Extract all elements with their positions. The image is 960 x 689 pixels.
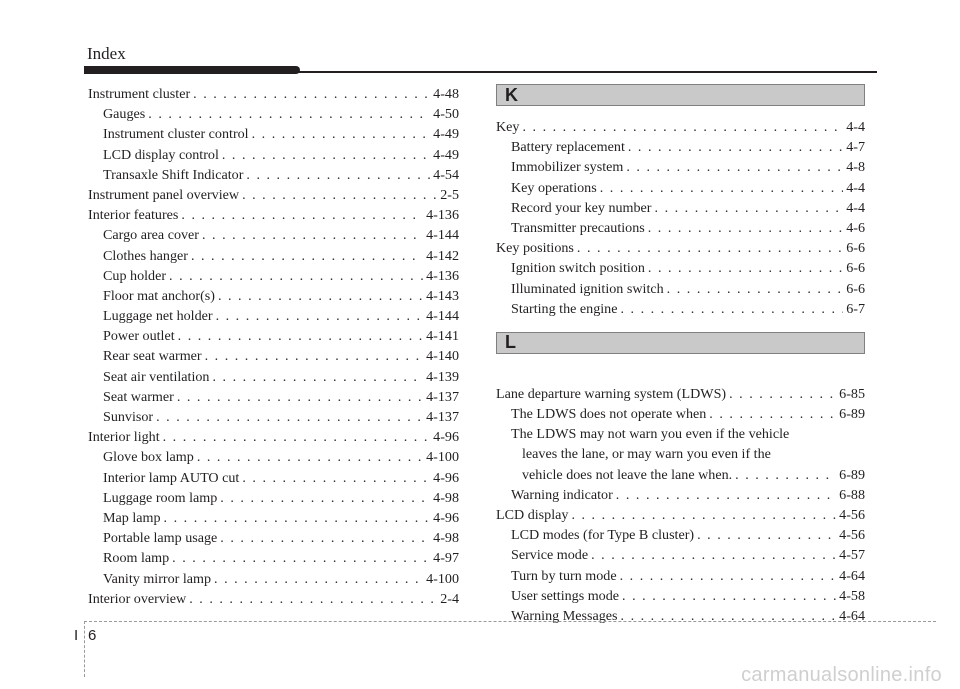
index-entry	[88, 367, 459, 387]
index-entry-text: Interior features	[88, 207, 179, 224]
index-entry-page: 4-137	[426, 388, 459, 405]
section-l-letter: L	[505, 332, 516, 353]
dot-leader	[218, 286, 423, 306]
index-entry-text: Interior light	[88, 429, 160, 446]
dot-leader	[216, 306, 424, 326]
index-entry	[88, 306, 459, 326]
dot-leader	[622, 586, 836, 606]
index-entry-text: User settings mode	[511, 587, 620, 604]
index-entry-text: LCD modes (for Type B cluster)	[511, 527, 695, 544]
index-entry-page: 6-89	[839, 466, 865, 483]
dot-leader	[620, 299, 843, 319]
index-entry	[496, 404, 865, 424]
index-entry-page: 4-96	[433, 469, 459, 486]
dot-leader	[178, 326, 423, 346]
index-entry-page: 4-141	[426, 328, 459, 345]
dot-leader	[172, 548, 430, 568]
page-number-value: 6	[88, 627, 97, 644]
index-entry	[496, 258, 865, 278]
dot-leader	[648, 218, 843, 238]
index-entry	[496, 384, 865, 404]
index-entry-text: Battery replacement	[511, 139, 625, 156]
index-entry-text: Gauges	[103, 106, 146, 123]
index-entry-page: 4-97	[433, 550, 459, 567]
index-entry-page: 4-96	[433, 509, 459, 526]
index-entry	[88, 488, 459, 508]
index-entry-page: 6-6	[846, 260, 865, 277]
index-entry-text: Starting the engine	[511, 300, 618, 317]
index-entry-page: 4-4	[846, 119, 865, 135]
dot-leader	[181, 205, 423, 225]
index-entry-text: Service mode	[511, 547, 589, 564]
index-entry-text: The LDWS may not warn you even if the vehicle	[511, 426, 790, 443]
index-entry	[88, 145, 459, 165]
index-entry-page: 4-8	[846, 159, 865, 176]
dot-leader	[163, 427, 431, 447]
dot-leader	[735, 465, 836, 485]
index-entry	[496, 117, 865, 137]
dot-leader	[212, 367, 423, 387]
index-entry	[496, 444, 865, 464]
index-entry-page: 4-143	[426, 287, 459, 304]
dot-leader	[169, 266, 423, 286]
index-entry	[88, 548, 459, 568]
index-entry	[496, 465, 865, 485]
page-title: Index	[87, 44, 126, 63]
index-entry	[496, 424, 865, 444]
index-entry-page: 4-64	[839, 607, 865, 624]
section-l-entries	[496, 384, 865, 626]
index-entry-text: Immobilizer system	[511, 159, 624, 176]
index-entry	[496, 606, 865, 626]
dot-leader	[252, 124, 431, 144]
index-entry-page: 6-7	[846, 300, 865, 317]
dot-leader	[600, 178, 843, 198]
index-entry-page: 4-6	[846, 219, 865, 236]
index-entry	[88, 447, 459, 467]
index-entry-text: Instrument panel overview	[88, 186, 240, 203]
index-entry-page: 4-139	[426, 368, 459, 385]
index-entry	[88, 205, 459, 225]
index-entry	[88, 266, 459, 286]
index-entry	[88, 407, 459, 427]
index-entry	[496, 505, 865, 525]
index-entry	[88, 165, 459, 185]
dot-leader	[148, 104, 430, 124]
index-entry-text: Rear seat warmer	[103, 348, 202, 365]
index-entry	[496, 198, 865, 218]
index-entry-text: Instrument cluster control	[103, 126, 249, 143]
index-entry	[88, 468, 459, 488]
index-left-column	[88, 84, 459, 609]
index-entry-page: 6-89	[839, 406, 865, 423]
index-entry-page: 4-50	[433, 106, 459, 123]
index-entry-text: Key positions	[496, 240, 574, 257]
index-entry	[88, 326, 459, 346]
section-k-header	[496, 84, 865, 106]
dot-leader	[591, 545, 836, 565]
dot-leader	[222, 145, 430, 165]
index-entry-text: Floor mat anchor(s)	[103, 287, 215, 304]
index-entry-text: Warning Messages	[511, 607, 618, 624]
footer-rule	[84, 621, 936, 622]
index-entry-text: Interior lamp AUTO cut	[103, 469, 240, 486]
index-entry	[496, 178, 865, 198]
index-entry-page: 6-6	[846, 240, 865, 257]
index-entry-page: 4-57	[839, 547, 865, 564]
index-entry-page: 4-56	[839, 527, 865, 544]
index-entry-page: 4-48	[433, 86, 459, 102]
index-entry-text: Vanity mirror lamp	[103, 570, 212, 587]
section-l-header	[496, 332, 865, 354]
index-entry	[496, 279, 865, 299]
index-entry	[496, 586, 865, 606]
index-entry-page: 4-58	[839, 587, 865, 604]
index-entry-text: Transmitter precautions	[511, 219, 645, 236]
dot-leader	[655, 198, 844, 218]
index-entry-text: Key	[496, 119, 520, 135]
index-entry	[88, 346, 459, 366]
index-entry	[88, 569, 459, 589]
index-entry-page: 4-4	[846, 199, 865, 216]
index-entry-text: The LDWS does not operate when	[511, 406, 707, 423]
index-entry-page: 4-54	[433, 166, 459, 183]
index-entry	[88, 84, 459, 104]
dot-leader	[191, 246, 423, 266]
index-entry-text: Clothes hanger	[103, 247, 188, 264]
index-entry	[496, 566, 865, 586]
index-entry-text: LCD display control	[103, 146, 219, 163]
index-entry-text: Interior overview	[88, 590, 187, 607]
index-entry-page: 4-100	[426, 449, 459, 466]
dot-leader	[616, 485, 836, 505]
index-entry-text: Record your key number	[511, 199, 652, 216]
dot-leader	[220, 528, 430, 548]
index-entry-text: vehicle does not leave the lane when.	[522, 466, 733, 483]
index-entry	[88, 286, 459, 306]
index-entry	[88, 589, 459, 609]
index-entry	[88, 246, 459, 266]
dot-leader	[197, 447, 423, 467]
index-entry-text: Glove box lamp	[103, 449, 194, 466]
index-entry	[496, 218, 865, 238]
index-entry-page: 2-5	[440, 186, 459, 203]
index-entry-page: 4-98	[433, 530, 459, 547]
index-entry-text: Seat air ventilation	[103, 368, 210, 385]
index-entry-page: 4-137	[426, 409, 459, 425]
dot-leader	[571, 505, 836, 525]
footer-vertical-rule	[84, 621, 85, 677]
index-entry-text: Power outlet	[103, 328, 175, 345]
index-entry	[88, 508, 459, 528]
index-entry	[496, 545, 865, 565]
dot-leader	[697, 525, 836, 545]
index-entry	[496, 157, 865, 177]
index-entry-text: Ignition switch position	[511, 260, 645, 277]
dot-leader	[193, 84, 430, 104]
watermark: carmanualsonline.info	[741, 664, 942, 686]
index-entry-page: 4-7	[846, 139, 865, 156]
index-entry-page: 4-136	[426, 267, 459, 284]
index-entry-text: Luggage room lamp	[103, 489, 218, 506]
index-entry-page: 4-56	[839, 507, 865, 523]
dot-leader	[620, 566, 837, 586]
index-entry-page: 2-4	[440, 590, 459, 607]
index-entry-text: Sunvisor	[103, 409, 154, 425]
section-k-entries	[496, 117, 865, 319]
index-entry-text: Cup holder	[103, 267, 167, 284]
index-entry-page: 4-136	[426, 207, 459, 224]
index-entry-text: Turn by turn mode	[511, 567, 617, 584]
index-entry	[88, 225, 459, 245]
index-entry	[88, 387, 459, 407]
index-entry-text: Map lamp	[103, 509, 161, 526]
index-entry-text: Luggage net holder	[103, 308, 213, 325]
dot-leader	[242, 185, 437, 205]
dot-leader	[628, 137, 843, 157]
index-entry	[496, 299, 865, 319]
section-k-letter: K	[505, 84, 518, 105]
index-entry	[88, 124, 459, 144]
dot-leader	[626, 157, 843, 177]
dot-leader	[177, 387, 423, 407]
dot-leader	[220, 488, 430, 508]
index-entry-text: Room lamp	[103, 550, 170, 567]
index-entry-text: Key operations	[511, 179, 597, 196]
dot-leader	[164, 508, 431, 528]
index-entry-text: Lane departure warning system (LDWS)	[496, 385, 727, 402]
index-entry	[496, 238, 865, 258]
index-entry-page: 4-49	[433, 146, 459, 163]
index-entry-page: 6-88	[839, 486, 865, 503]
dot-leader	[189, 589, 437, 609]
dot-leader	[205, 346, 424, 366]
dot-leader	[522, 117, 843, 137]
index-entry	[496, 137, 865, 157]
index-entry	[496, 485, 865, 505]
dot-leader	[214, 569, 423, 589]
dot-leader	[709, 404, 836, 424]
index-entry-page: 4-100	[426, 570, 459, 587]
dot-leader	[621, 606, 837, 626]
index-entry-page: 4-144	[426, 308, 459, 325]
index-entry-page: 4-142	[426, 247, 459, 264]
index-entry	[496, 525, 865, 545]
dot-leader	[577, 238, 843, 258]
dot-leader	[667, 279, 844, 299]
index-entry-page: 4-98	[433, 489, 459, 506]
page-section-letter: I	[74, 627, 79, 644]
index-entry-text: LCD display	[496, 507, 569, 523]
index-entry-text: Cargo area cover	[103, 227, 199, 244]
index-entry-page: 6-6	[846, 280, 865, 297]
index-entry-page: 4-144	[426, 227, 459, 244]
dot-leader	[156, 407, 423, 427]
index-entry-page: 4-140	[426, 348, 459, 365]
index-entry-page: 4-96	[433, 429, 459, 446]
index-entry	[88, 185, 459, 205]
index-entry-page: 4-64	[839, 567, 865, 584]
dot-leader	[246, 165, 430, 185]
index-entry-page: 4-4	[846, 179, 865, 196]
index-entry-page: 4-49	[433, 126, 459, 143]
index-entry-text: leaves the lane, or may warn you even if the	[522, 446, 771, 463]
index-entry	[88, 427, 459, 447]
index-entry	[88, 528, 459, 548]
index-entry-text: Illuminated ignition switch	[511, 280, 664, 297]
index-entry-text: Instrument cluster	[88, 86, 191, 102]
index-entry	[88, 104, 459, 124]
dot-leader	[729, 384, 836, 404]
dot-leader	[242, 468, 430, 488]
index-entry-text: Transaxle Shift Indicator	[103, 166, 244, 183]
dot-leader	[648, 258, 843, 278]
index-entry-text: Portable lamp usage	[103, 530, 218, 547]
index-right-column	[496, 84, 865, 626]
index-entry-text: Seat warmer	[103, 388, 174, 405]
header-bar	[84, 66, 300, 74]
dot-leader	[202, 225, 423, 245]
index-entry-text: Warning indicator	[511, 486, 613, 503]
index-entry-page: 6-85	[839, 385, 865, 402]
